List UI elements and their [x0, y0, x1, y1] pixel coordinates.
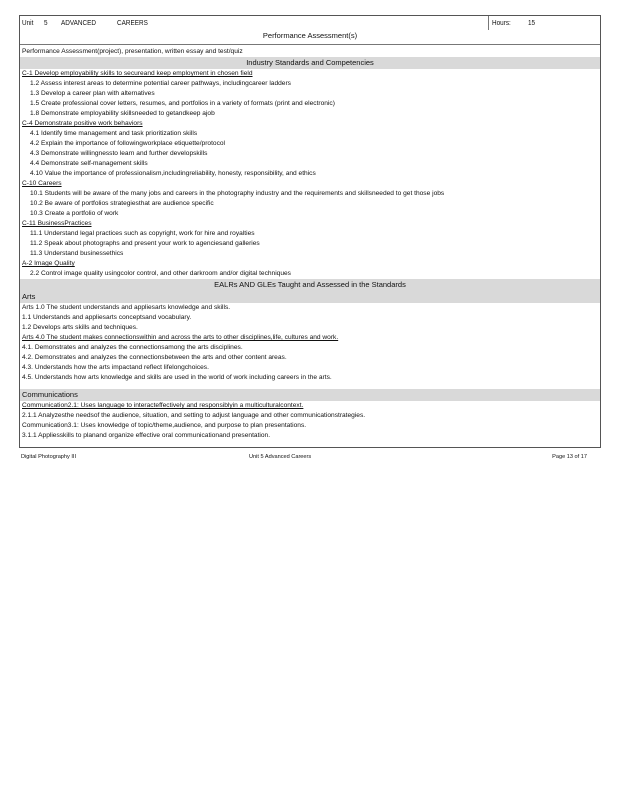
hours-label: Hours:	[492, 18, 511, 27]
list-item: 4.10 Value the importance of professionalism,includingreliability, honesty, responsibility, and ethics	[30, 170, 316, 177]
list-item: 10.3 Create a portfolio of work	[30, 210, 119, 217]
arts-list	[20, 303, 600, 383]
list-item: 4.1 Identify time management and task prioritization skills	[30, 130, 198, 137]
list-item: 10.1 Students will be aware of the many jobs and careers in the photography industry and the requirements and skillsneeded to get those jobs	[30, 190, 445, 197]
list-item: 3.1.1 Appliesskills to planand organize effective oral communicationand presentation.	[22, 432, 271, 439]
performance-heading: Performance Assessment(s)	[262, 31, 358, 40]
footer-left: Digital Photography III	[21, 454, 77, 460]
list-item: 1.5 Create professional cover letters, resumes, and portfolios in a variety of formats (print and electronic)	[30, 100, 335, 107]
list-item: 11.1 Understand legal practices such as copyright, work for hire and royalties	[30, 230, 255, 237]
section-heading: C-4 Demonstrate positive work behaviors	[22, 120, 143, 127]
list-item: 1.3 Develop a career plan with alternatives	[30, 90, 155, 97]
section-heading: Communication2.1: Uses language to interacteffectively and responsiblyin a multiculturalcontext.	[22, 402, 304, 409]
list-item: 4.1. Demonstrates and analyzes the connectionsamong the arts disciplines.	[22, 344, 243, 351]
list-item: 1.1 Understands and appliesarts conceptsand vocabulary.	[22, 314, 192, 321]
list-item: Arts 1.0 The student understands and appliesarts knowledge and skills.	[22, 304, 231, 311]
unit-number: 5	[44, 18, 48, 27]
section-heading: C-11 BusinessPractices	[22, 220, 92, 227]
unit-title-1: ADVANCED	[61, 18, 96, 27]
section-heading: Arts 4.0 The student makes connectionswithin and across the arts to other disciplines,life, cultures and work.	[22, 334, 339, 341]
performance-text: Performance Assessment(project), presentation, written essay and test/quiz	[22, 48, 243, 55]
hours-value: 15	[528, 18, 536, 27]
list-item: 11.3 Understand businessethics	[30, 250, 124, 257]
unit-table	[19, 15, 601, 448]
list-item: 1.2 Assess interest areas to determine potential career pathways, includingcareer ladders	[30, 80, 291, 87]
list-item: 1.8 Demonstrate employability skillsneeded to getandkeep ajob	[30, 110, 215, 117]
industry-list	[20, 69, 600, 279]
list-item: 4.2. Demonstrates and analyzes the connectionsbetween the arts and other content areas.	[22, 354, 287, 361]
list-item: 4.3 Demonstrate willingnessto learn and further developskills	[30, 150, 208, 157]
unit-title-2: CAREERS	[117, 18, 148, 27]
list-item: 4.3. Understands how the arts impactand reflect lifelongchoices.	[22, 364, 209, 371]
arts-band: Arts	[20, 291, 600, 303]
list-item: 4.4 Demonstrate self-management skills	[30, 160, 148, 167]
document-page	[19, 15, 601, 448]
section-heading: C-10 Careers	[22, 180, 62, 187]
unit-label: Unit	[22, 18, 34, 27]
industry-band: Industry Standards and Competencies	[20, 57, 600, 69]
list-item: Communication3.1: Uses knowledge of topic/theme,audience, and purpose to plan presentations.	[22, 422, 307, 429]
unit-header	[20, 16, 600, 45]
comm-band: Communications	[20, 389, 600, 401]
list-item: 4.5. Understands how arts knowledge and skills are used in the world of work including careers in the arts.	[22, 374, 332, 381]
list-item: 2.1.1 Analyzesthe needsof the audience, situation, and setting to adjust language and other communicationstrategies.	[22, 412, 366, 419]
section-heading: A-2 Image Quality	[22, 260, 75, 267]
section-heading: C-1 Develop employability skills to secureand keep employment in chosen field	[22, 70, 253, 77]
list-item: 11.2 Speak about photographs and present your work to agenciesand galleries	[30, 240, 260, 247]
footer-center: Unit 5 Advanced Careers	[249, 454, 312, 460]
list-item: 2.2 Control image quality usingcolor control, and other darkroom and/or digital techniques	[30, 270, 291, 277]
divider	[488, 16, 489, 30]
list-item: 4.2 Explain the importance of followingworkplace etiquette/protocol	[30, 140, 225, 147]
footer-right: Page 13 of 17	[552, 454, 587, 460]
comm-list	[20, 401, 600, 447]
list-item: 1.2 Develops arts skills and techniques.	[22, 324, 138, 331]
ealr-band: EALRs AND GLEs Taught and Assessed in the Standards	[20, 279, 600, 291]
list-item: 10.2 Be aware of portfolios strategiesthat are audience specific	[30, 200, 214, 207]
